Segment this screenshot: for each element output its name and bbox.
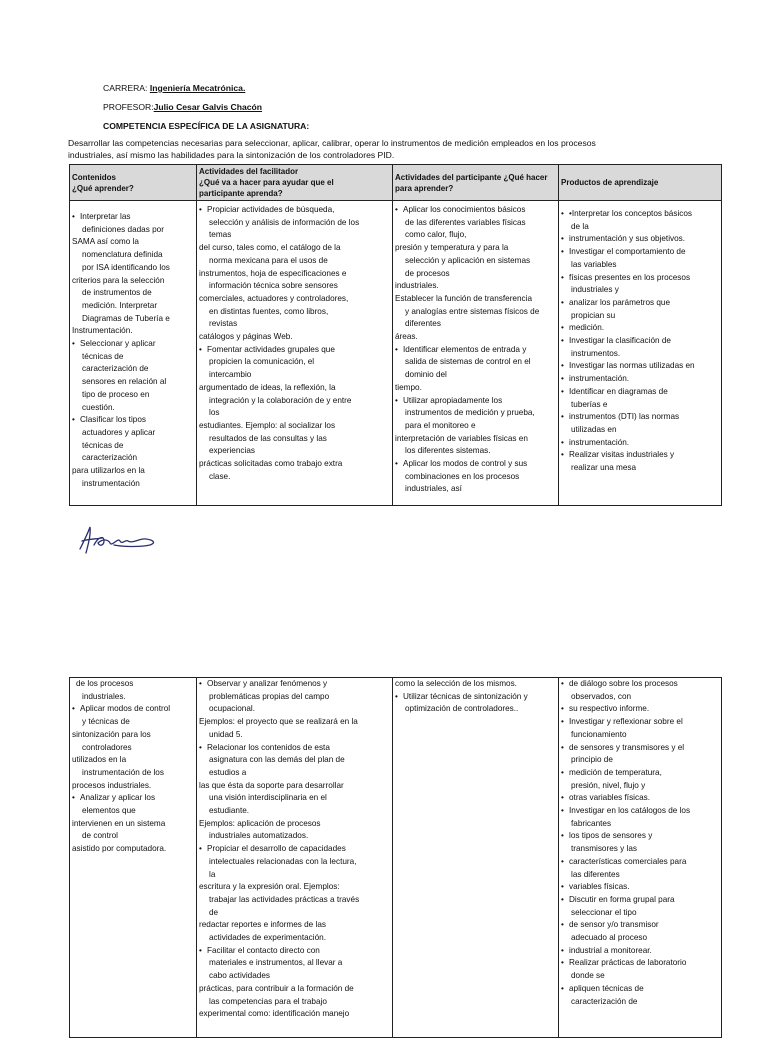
profesor-label: PROFESOR:	[103, 102, 154, 112]
text-line: información técnica sobre sensores	[209, 281, 338, 291]
text-line: estudiantes. Ejemplo: al socializar los	[199, 420, 336, 430]
bullet-line: • apliquen técnicas de	[561, 983, 719, 996]
competencia-line-1: Desarrollar las competencias necesarias para seleccionar, aplicar, calibrar, operar lo instrumentos de medición empleados en los procesos	[68, 138, 596, 148]
text-line: propicien la comunicación, el	[209, 357, 315, 367]
text-line: actividades de experimentación.	[209, 933, 326, 943]
text-line: instrumentos de medición y prueba,	[405, 408, 535, 418]
text-line: de la	[571, 221, 589, 231]
text-line: estudiante.	[209, 806, 250, 816]
bullet-line: • Discutir en forma grupal para	[561, 894, 719, 907]
bullet-line: • instrumentación y sus objetivos.	[561, 233, 719, 246]
bullet-line: • medición.	[561, 322, 719, 335]
bullet-line: • su respectivo informe.	[561, 703, 719, 716]
bullet-line: • Seleccionar y aplicar	[72, 338, 194, 351]
text-line: principio de	[571, 755, 613, 765]
bullet-line: • Analizar y aplicar los	[72, 792, 194, 805]
text-line: optimización de controladores..	[405, 704, 519, 714]
bullet-line: • de diálogo sobre los procesos	[561, 678, 719, 691]
bullet-line: • Observar y analizar fenómenos y	[199, 678, 390, 691]
text-line: interpretación de variables físicas en	[395, 433, 528, 443]
bullet-line: • medición de temperatura,	[561, 767, 719, 780]
text-line: prácticas solicitadas como trabajo extra	[199, 459, 343, 469]
cell-facilitador-2	[197, 678, 393, 1038]
text-line: Ejemplos: el proyecto que se realizará en la	[199, 717, 358, 727]
text-line: sintonización para los	[72, 729, 151, 739]
text-line: y analogías entre sistemas físicos de	[405, 306, 540, 316]
text-line: trabajar las actividades prácticas a través	[209, 894, 360, 904]
text-line: instrumentos, hoja de especificaciones e	[199, 268, 347, 278]
bullet-line: • Realizar prácticas de laboratorio	[561, 957, 719, 970]
bullet-line: • instrumentación.	[561, 437, 719, 450]
text-line: Ejemplos: aplicación de procesos	[199, 818, 321, 828]
text-line: intercambio	[209, 370, 252, 380]
text-line: de control	[82, 831, 118, 841]
text-line: utilizadas en	[571, 424, 617, 434]
text-line: estudios a	[209, 767, 247, 777]
text-line: tuberías e	[571, 399, 608, 409]
text-line: técnicas de	[82, 440, 124, 450]
bullet-line: • industrial a monitorear.	[561, 945, 719, 958]
text-line: Establecer la función de transferencia	[395, 293, 532, 303]
text-line: caracterización de	[571, 996, 638, 1006]
text-line: revistas	[209, 319, 238, 329]
text-line: diferentes	[405, 319, 441, 329]
competencias-table-page-1	[69, 164, 722, 506]
text-line: realizar una mesa	[571, 463, 637, 473]
text-line: tipo de proceso en	[82, 389, 150, 399]
table-body-row-2	[70, 678, 722, 1038]
table-header-row	[70, 165, 722, 201]
text-line: áreas.	[395, 332, 418, 342]
header-contenidos: Contenidos ¿Qué aprender?	[70, 165, 197, 201]
text-line: actuadores y aplicar	[82, 427, 156, 437]
text-line: experiencias	[209, 446, 255, 456]
text-line: catálogos y páginas Web.	[199, 332, 293, 342]
text-line: fabricantes	[571, 818, 612, 828]
bullet-line: • Utilizar técnicas de sintonización y	[395, 691, 556, 704]
text-line: y técnicas de	[82, 717, 130, 727]
text-line: ocupacional.	[209, 704, 255, 714]
bullet-line: • Investigar y reflexionar sobre el	[561, 716, 719, 729]
bullet-line: • Investigar el comportamiento de	[561, 246, 719, 259]
text-line: selección y aplicación en sistemas	[405, 255, 531, 265]
bullet-line: • Fomentar actividades grupales que	[199, 344, 390, 357]
text-line: funcionamiento	[571, 729, 627, 739]
cell-facilitador	[197, 201, 393, 506]
text-line: adecuado al proceso	[571, 933, 648, 943]
text-line: elementos que	[82, 806, 136, 816]
text-line: experimental como: identificación manejo	[199, 1009, 350, 1019]
profesor-value: Julio Cesar Galvis Chacón	[153, 102, 263, 112]
text-line: propician su	[571, 310, 616, 320]
competencia-line-2: industriales, así mismo las habilidades para la sintonización de los controladores PID.	[68, 149, 395, 160]
bullet-line: • Aplicar modos de control	[72, 703, 194, 716]
bullet-line: • de sensor y/o transmisor	[561, 919, 719, 932]
text-line: argumentado de ideas, la reflexión, la	[199, 382, 336, 392]
text-line: medición. Interpretar	[82, 300, 158, 310]
competencia-text	[68, 138, 728, 161]
text-line: para el monitoreo e	[405, 420, 476, 430]
bullet-line: • Investigar la clasificación de	[561, 335, 719, 348]
text-line: cabo actividades	[209, 971, 270, 981]
text-line: caracterización	[82, 453, 138, 463]
bullet-line: • Propiciar el desarrollo de capacidades	[199, 843, 390, 856]
text-line: resultados de las consultas y las	[209, 433, 327, 443]
text-line: industriales, así	[405, 484, 462, 494]
text-line: prácticas, para contribuir a la formación de	[199, 983, 354, 993]
competencias-table-page-2	[69, 677, 722, 1038]
text-line: caracterización de	[82, 364, 149, 374]
text-line: las diferentes	[571, 869, 620, 879]
text-line: tiempo.	[395, 382, 422, 392]
text-line: por ISA identificando los	[82, 262, 170, 272]
carrera-label: CARRERA:	[103, 83, 148, 93]
text-line: de los procesos	[76, 679, 134, 688]
profesor-line	[103, 101, 262, 113]
bullet-line: • los tipos de sensores y	[561, 830, 719, 843]
bullet-line: • Propiciar actividades de búsqueda,	[199, 204, 390, 217]
text-line: industriales.	[395, 281, 439, 291]
text-line: una visión interdisciplinaria en el	[209, 793, 327, 803]
bullet-line: • otras variables físicas.	[561, 792, 719, 805]
text-line: técnicas de	[82, 351, 124, 361]
text-line: problemáticas propias del campo	[209, 691, 330, 701]
cell-participante-2	[393, 678, 559, 1038]
text-line: dominio del	[405, 370, 447, 380]
text-line: salida de sistemas de control en el	[405, 357, 531, 367]
text-line: presión y temperatura y para la	[395, 243, 509, 253]
text-line: definiciones dadas por	[82, 224, 164, 234]
text-line: nomenclatura definida	[82, 250, 163, 260]
carrera-value: Ingeniería Mecatrónica.	[149, 83, 246, 93]
text-line: de procesos	[405, 268, 450, 278]
text-line: las que ésta da soporte para desarrollar	[199, 780, 344, 790]
text-line: combinaciones en los procesos	[405, 471, 520, 481]
cell-contenidos	[70, 201, 197, 506]
text-line: temas	[209, 230, 232, 240]
text-line: las competencias para el trabajo	[209, 996, 327, 1006]
signature-image	[74, 523, 160, 557]
text-line: utilizados en la	[72, 755, 127, 765]
text-line: Instrumentación.	[72, 326, 133, 336]
header-actividades-facilitador: Actividades del facilitador ¿Qué va a hacer para ayudar que el participante aprenda?	[197, 165, 393, 201]
text-line: comerciales, actuadores y controladores,	[199, 293, 349, 303]
text-line: las variables	[571, 259, 617, 269]
bullet-line: • analizar los parámetros que	[561, 297, 719, 310]
cell-productos	[559, 201, 722, 506]
text-line: instrumentación	[82, 478, 140, 488]
text-line: de	[209, 907, 219, 917]
bullet-line: • Aplicar los conocimientos básicos	[395, 204, 556, 217]
text-line: observados, con	[571, 691, 632, 701]
text-line: criterios para la selección	[72, 275, 165, 285]
text-line: Diagramas de Tubería e	[82, 313, 170, 323]
text-line: SAMA así como la	[72, 237, 139, 247]
text-line: del curso, tales como, el catálogo de la	[199, 243, 341, 253]
text-line: industriales automatizados.	[209, 831, 309, 841]
cell-participante	[393, 201, 559, 506]
bullet-line: • Clasificar los tipos	[72, 414, 194, 427]
text-line: industriales y	[571, 285, 619, 295]
bullet-line: • Identificar elementos de entrada y	[395, 344, 556, 357]
carrera-line	[103, 82, 245, 94]
text-line: clase.	[209, 471, 231, 481]
text-line: sensores en relación al	[82, 377, 167, 387]
text-line: cuestión.	[82, 402, 115, 412]
bullet-line: • •Interpretar los conceptos básicos	[561, 208, 719, 221]
bullet-line: • variables físicas.	[561, 881, 719, 894]
competencia-title: COMPETENCIA ESPECÍFICA DE LA ASIGNATURA:	[103, 121, 310, 131]
text-line: asignatura con las demás del plan de	[209, 755, 345, 765]
bullet-line: • características comerciales para	[561, 856, 719, 869]
text-line: instrumentación de los	[82, 767, 164, 777]
header-productos-aprendizaje: Productos de aprendizaje	[559, 165, 722, 201]
bullet-line: • instrumentación.	[561, 373, 719, 386]
bullet-line: • Realizar visitas industriales y	[561, 449, 719, 462]
text-line: intelectuales relacionadas con la lectura,	[209, 856, 357, 866]
bullet-line: • Investigar en los catálogos de los	[561, 805, 719, 818]
table-body-row	[70, 201, 722, 506]
text-line: materiales e instrumentos, al llevar a	[209, 958, 343, 968]
text-line: la	[209, 869, 216, 879]
bullet-line: • Investigar las normas utilizadas en	[561, 360, 719, 373]
text-line: selección y análisis de información de los	[209, 217, 360, 227]
text-line: escritura y la expresión oral. Ejemplos:	[199, 882, 340, 892]
bullet-line: • Utilizar apropiadamente los	[395, 395, 556, 408]
text-line: integración y la colaboración de y entre	[209, 395, 352, 405]
text-line: como calor, flujo,	[405, 230, 467, 240]
text-line: de instrumentos de	[82, 288, 152, 298]
text-line: industriales.	[82, 691, 126, 701]
text-line: los diferentes sistemas.	[405, 446, 491, 456]
cell-contenidos-2	[70, 678, 197, 1038]
bullet-line: • físicas presentes en los procesos	[561, 272, 719, 285]
bullet-line: • Aplicar los modos de control y sus	[395, 458, 556, 471]
bullet-line: • Identificar en diagramas de	[561, 386, 719, 399]
text-line: unidad 5.	[209, 729, 243, 739]
cell-productos-2	[559, 678, 722, 1038]
bullet-line: • Facilitar el contacto directo con	[199, 945, 390, 958]
text-line: como la selección de los mismos.	[395, 679, 517, 688]
bullet-line: • Relacionar los contenidos de esta	[199, 742, 390, 755]
text-line: los	[209, 408, 220, 418]
text-line: seleccionar el tipo	[571, 907, 637, 917]
bullet-line: • instrumentos (DTI) las normas	[561, 411, 719, 424]
text-line: instrumentos.	[571, 348, 621, 358]
text-line: redactar reportes e informes de las	[199, 920, 326, 930]
text-line: asistido por computadora.	[72, 844, 167, 854]
text-line: presión, nivel, flujo y	[571, 780, 646, 790]
text-line: en distintas fuentes, como libros,	[209, 306, 329, 316]
text-line: donde se	[571, 971, 605, 981]
text-line: transmisores y las	[571, 844, 637, 854]
text-line: procesos industriales.	[72, 780, 152, 790]
bullet-line: • Interpretar las	[72, 211, 194, 224]
header-actividades-participante: Actividades del participante ¿Qué hacer para aprender?	[393, 165, 559, 201]
text-line: controladores	[82, 742, 132, 752]
text-line: de las diferentes variables físicas	[405, 217, 526, 227]
text-line: intervienen en un sistema	[72, 818, 166, 828]
bullet-line: • de sensores y transmisores y el	[561, 742, 719, 755]
text-line: para utilizarlos en la	[72, 466, 145, 476]
text-line: norma mexicana para el usos de	[209, 255, 328, 265]
